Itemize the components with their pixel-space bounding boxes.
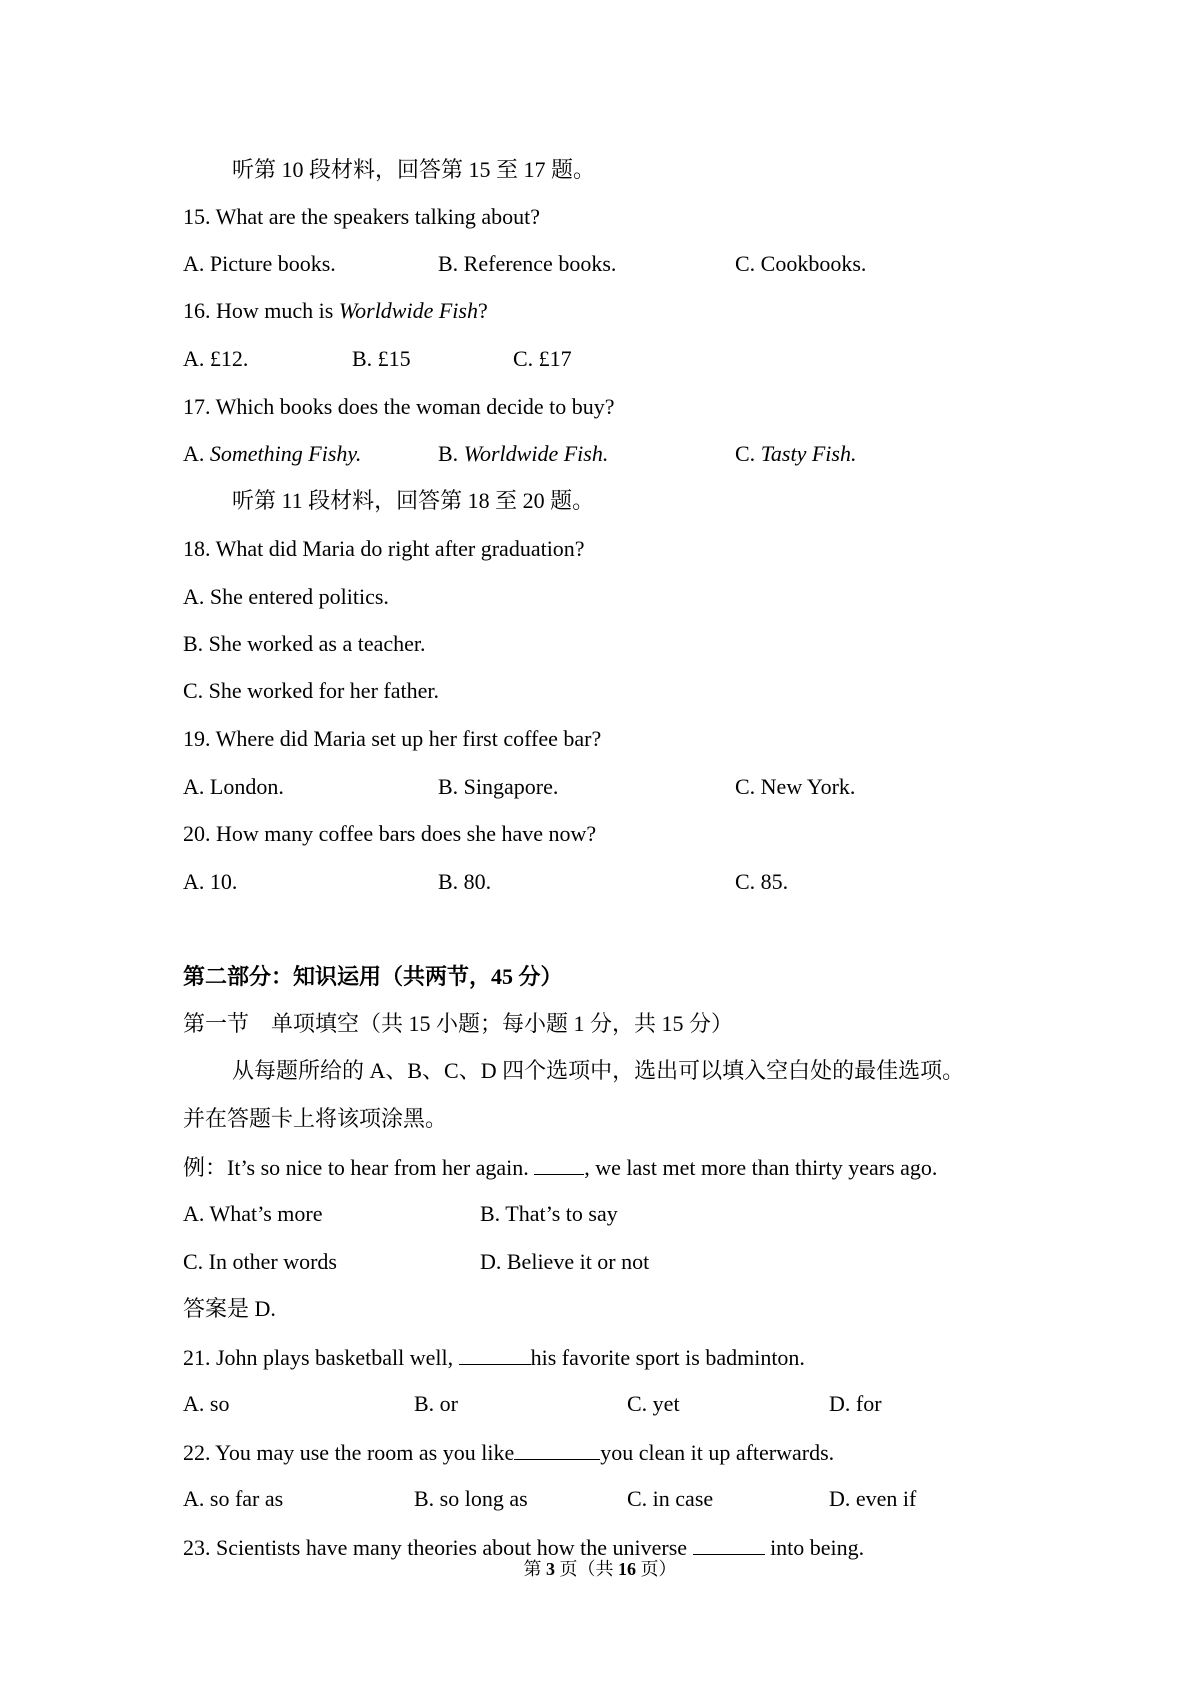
question-16: 16. How much is Worldwide Fish?: [183, 298, 488, 323]
section-11-intro: 听第 11 段材料，回答第 18 至 20 题。: [232, 488, 595, 513]
question-17: 17. Which books does the woman decide to buy?: [183, 394, 615, 419]
q16-option-b: B. £15: [352, 346, 411, 371]
q19-option-c: C. New York.: [735, 774, 856, 799]
answer-blank: [514, 1437, 600, 1460]
q17-option-b: B. Worldwide Fish.: [438, 441, 609, 466]
q15-option-a: A. Picture books.: [183, 251, 336, 276]
question-23: 23. Scientists have many theories about how the universe into being.: [183, 1532, 864, 1562]
section-one-instruction: 从每题所给的 A、B、C、D 四个选项中，选出可以填入空白处的最佳选项。: [232, 1058, 965, 1083]
example-option-a: A. What’s more: [183, 1201, 323, 1226]
page-total: 16: [618, 1559, 636, 1579]
question-21: 21. John plays basketball well, his favorite sport is badminton.: [183, 1342, 805, 1372]
page-number: 3: [546, 1559, 555, 1579]
q19-option-a: A. London.: [183, 774, 284, 799]
section-one-title: 第一节 单项填空（共 15 小题；每小题 1 分，共 15 分）: [183, 1011, 734, 1036]
question-18: 18. What did Maria do right after graduation?: [183, 536, 585, 561]
q21-option-a: A. so: [183, 1391, 230, 1416]
question-22: 22. You may use the room as you like you clean it up afterwards.: [183, 1437, 834, 1467]
example-option-c: C. In other words: [183, 1249, 337, 1274]
q17-option-c: C. Tasty Fish.: [735, 441, 857, 466]
q18-option-b: B. She worked as a teacher.: [183, 631, 426, 656]
answer-blank: [459, 1342, 531, 1365]
q15-option-c: C. Cookbooks.: [735, 251, 867, 276]
q18-option-c: C. She worked for her father.: [183, 678, 439, 703]
q21-option-c: C. yet: [627, 1391, 680, 1416]
q20-option-c: C. 85.: [735, 869, 789, 894]
section-10-intro: 听第 10 段材料，回答第 15 至 17 题。: [232, 157, 596, 182]
answer-blank: [693, 1532, 765, 1555]
example-answer: 答案是 D.: [183, 1296, 276, 1321]
q21-option-b: B. or: [414, 1391, 458, 1416]
answer-blank: [534, 1152, 584, 1175]
part-two-title: 第二部分：知识运用（共两节，45 分）: [183, 964, 563, 989]
page-footer: 第 3 页（共 16 页）: [523, 1559, 677, 1579]
q22-option-a: A. so far as: [183, 1486, 284, 1511]
q17-option-a: A. Something Fishy.: [183, 441, 362, 466]
example-option-b: B. That’s to say: [480, 1201, 618, 1226]
question-20: 20. How many coffee bars does she have now?: [183, 821, 597, 846]
question-15: 15. What are the speakers talking about?: [183, 204, 540, 229]
q22-option-c: C. in case: [627, 1486, 714, 1511]
q22-option-b: B. so long as: [414, 1486, 528, 1511]
q16-option-a: A. £12.: [183, 346, 249, 371]
section-one-instruction-cont: 并在答题卡上将该项涂黑。: [183, 1106, 448, 1131]
example-option-d: D. Believe it or not: [480, 1249, 650, 1274]
q18-option-a: A. She entered politics.: [183, 584, 389, 609]
q15-option-b: B. Reference books.: [438, 251, 617, 276]
example-question: 例：It’s so nice to hear from her again. , we last met more than thirty years ago.: [183, 1152, 937, 1182]
q22-option-d: D. even if: [829, 1486, 917, 1511]
q19-option-b: B. Singapore.: [438, 774, 559, 799]
q16-option-c: C. £17: [513, 346, 572, 371]
q20-option-a: A. 10.: [183, 869, 238, 894]
question-19: 19. Where did Maria set up her first coffee bar?: [183, 726, 602, 751]
q21-option-d: D. for: [829, 1391, 882, 1416]
q20-option-b: B. 80.: [438, 869, 492, 894]
